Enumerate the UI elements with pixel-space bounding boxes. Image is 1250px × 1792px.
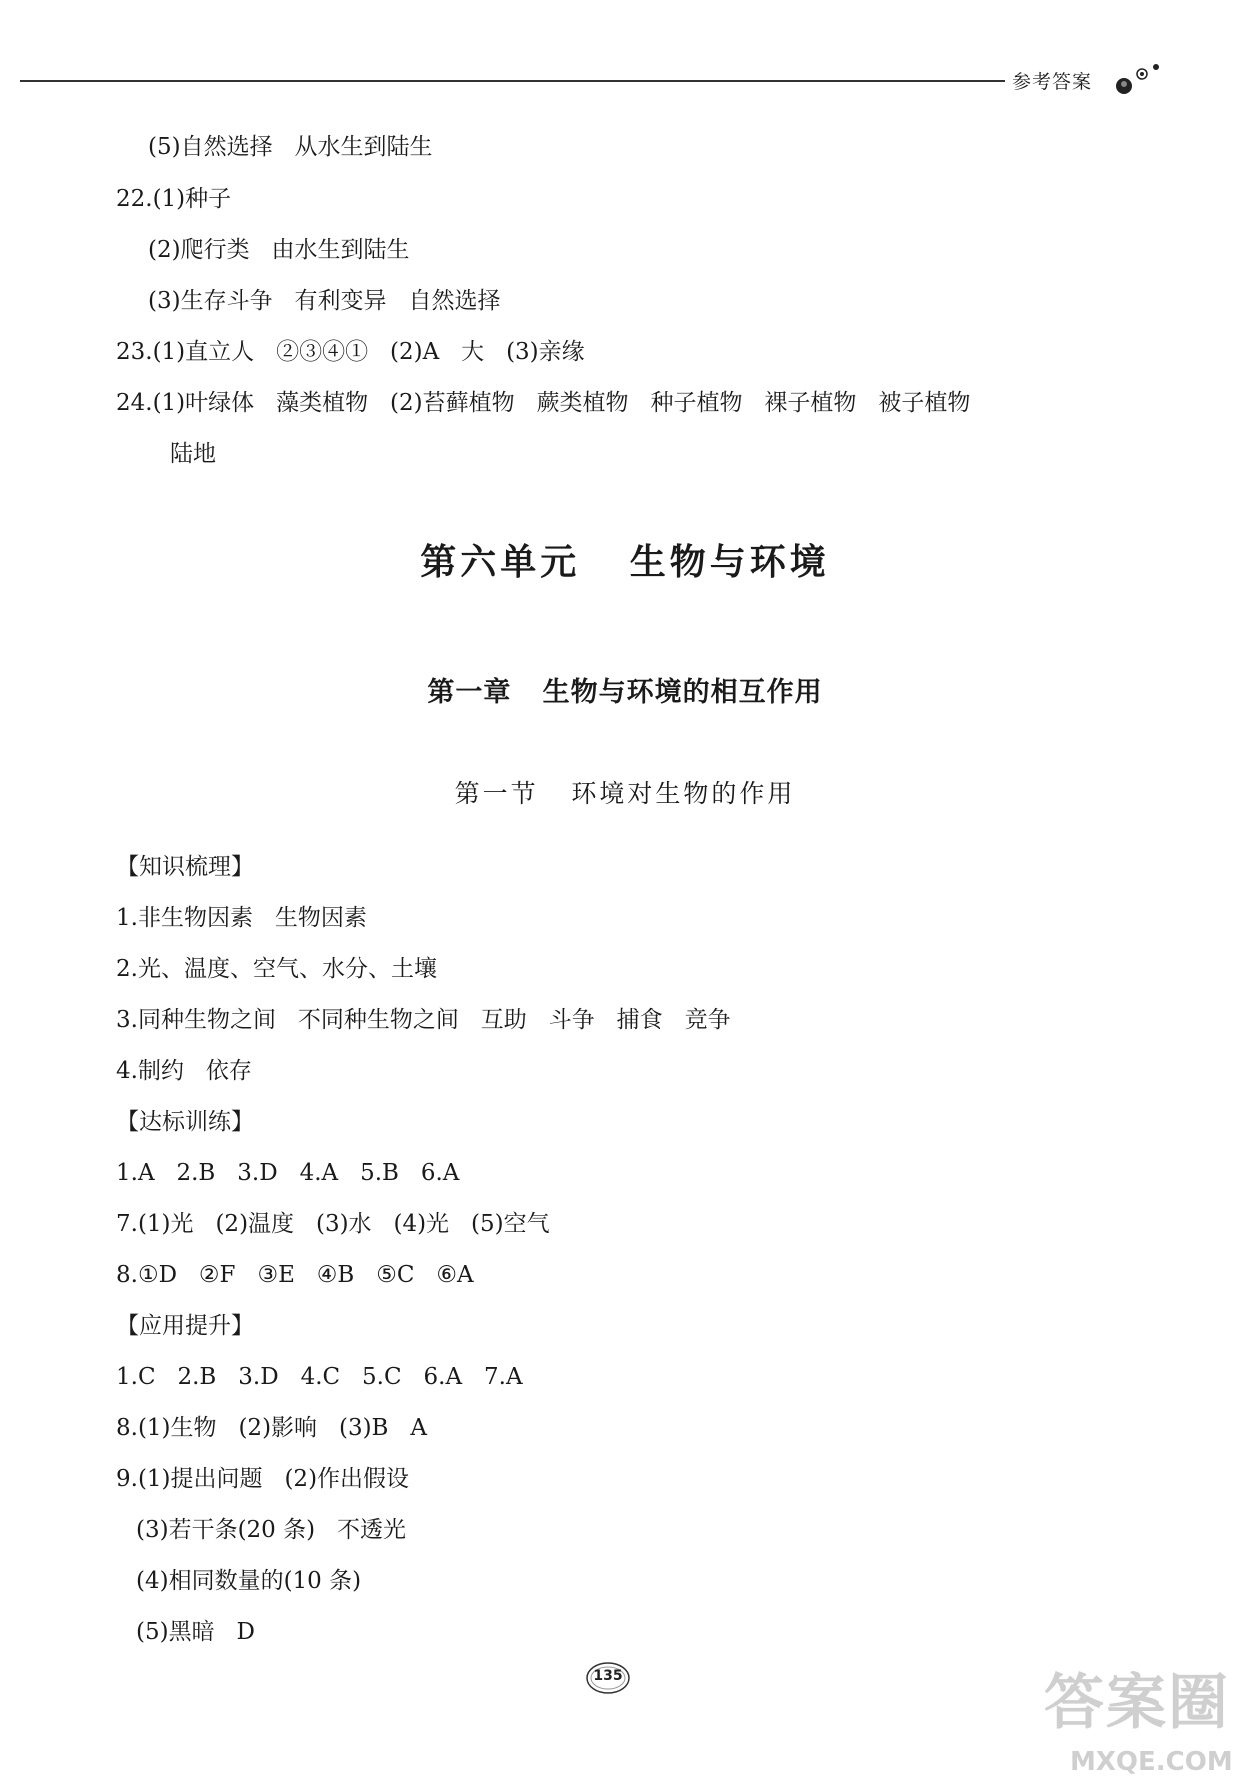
answer-line: (3)若干条(20 条) 不透光: [136, 1517, 407, 1543]
answer-line: 8.①D ②F ③E ④B ⑤C ⑥A: [116, 1262, 474, 1288]
watermark-url: MXQE.COM: [1070, 1747, 1233, 1777]
answer-line: 4.制约 依存: [116, 1058, 252, 1084]
section-title: 第一节 环境对生物的作用: [454, 779, 796, 808]
answer-line: 2.光、温度、空气、水分、土壤: [116, 956, 437, 982]
watermark: [1040, 1655, 1240, 1785]
unit-title: 第六单元 生物与环境: [420, 541, 830, 583]
answer-line: (3)生存斗争 有利变异 自然选择: [148, 288, 501, 314]
answer-line: (4)相同数量的(10 条): [136, 1568, 362, 1594]
answer-line: 22.(1)种子: [116, 186, 232, 212]
answer-line: 8.(1)生物 (2)影响 (3)B A: [116, 1415, 427, 1441]
watermark-logo-text: 答案圈: [1044, 1668, 1230, 1738]
answer-line: (5)自然选择 从水生到陆生: [148, 134, 433, 160]
page-number: 135: [593, 1668, 623, 1684]
answer-line: 1.非生物因素 生物因素: [116, 905, 367, 931]
section-heading: 【应用提升】: [116, 1313, 254, 1339]
header-rule: [20, 80, 1005, 82]
answer-line: 1.A 2.B 3.D 4.A 5.B 6.A: [116, 1160, 460, 1186]
answer-line: 9.(1)提出问题 (2)作出假设: [116, 1466, 410, 1492]
chapter-title: 第一章 生物与环境的相互作用: [427, 677, 823, 708]
answer-line: 7.(1)光 (2)温度 (3)水 (4)光 (5)空气: [116, 1211, 550, 1237]
section-heading: 【达标训练】: [116, 1109, 254, 1135]
answer-line: 1.C 2.B 3.D 4.C 5.C 6.A 7.A: [116, 1364, 523, 1390]
answer-line: 陆地: [170, 441, 216, 467]
page-header: [20, 60, 1170, 100]
answer-line: 24.(1)叶绿体 藻类植物 (2)苔藓植物 蕨类植物 种子植物 裸子植物 被子植物: [116, 390, 971, 416]
answer-line: (2)爬行类 由水生到陆生: [148, 237, 410, 263]
answer-line: (5)黑暗 D: [136, 1619, 255, 1645]
answer-line: 23.(1)直立人 ②③④① (2)A 大 (3)亲缘: [116, 339, 585, 365]
header-dots-icon: [1110, 60, 1170, 100]
header-label: 参考答案: [1012, 71, 1093, 93]
page-number-badge: [585, 1660, 631, 1696]
section-heading: 【知识梳理】: [116, 854, 254, 880]
answer-line: 3.同种生物之间 不同种生物之间 互助 斗争 捕食 竞争: [116, 1007, 731, 1033]
